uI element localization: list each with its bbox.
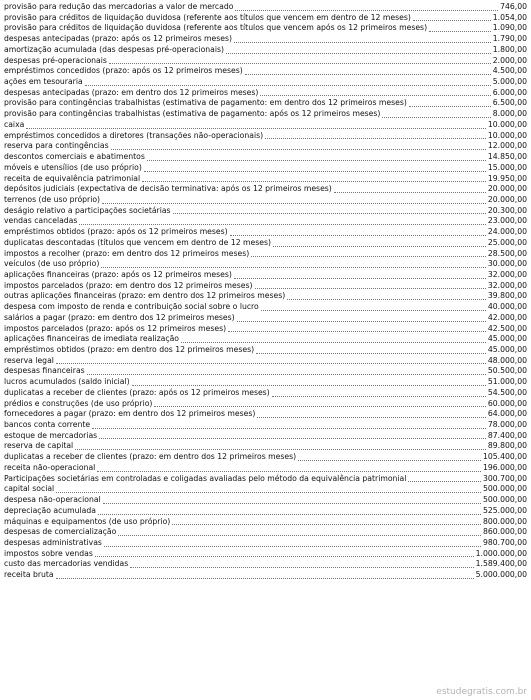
account-label: lucros acumulados (saldo inicial)	[4, 377, 130, 387]
account-value: 860.000,00	[482, 527, 527, 537]
dot-leader	[334, 191, 486, 193]
account-row	[4, 34, 527, 45]
account-value: 10.000,00	[487, 130, 527, 140]
account-row	[4, 517, 527, 528]
account-label: deságio relativo a participações societárias	[4, 205, 171, 215]
account-value: 48.000,00	[487, 355, 527, 365]
dot-leader	[79, 223, 485, 225]
account-row	[4, 291, 527, 302]
account-label: duplicatas descontadas (títulos que vencem em dentro de 12 meses)	[4, 237, 272, 247]
watermark: estudegratis.com.br	[436, 687, 527, 697]
account-row	[4, 131, 527, 142]
dot-leader	[234, 277, 486, 279]
dot-leader	[154, 405, 485, 407]
account-value: 6.000,00	[492, 87, 527, 97]
account-row	[4, 302, 527, 313]
dot-leader	[97, 470, 481, 472]
account-value: 78.000,00	[487, 420, 527, 430]
account-value: 1.800,00	[492, 44, 527, 54]
account-row	[4, 77, 527, 88]
account-value: 20.000,00	[487, 194, 527, 204]
dot-leader	[230, 234, 486, 236]
dot-leader	[237, 320, 486, 322]
account-label: provisão para contingências trabalhistas (estimativa de pagamento: após os 12 primeiros meses)	[4, 109, 381, 119]
dot-leader	[118, 534, 481, 536]
account-label: aplicações financeiras (prazo: após os 12 primeiros meses)	[4, 269, 232, 279]
dot-leader	[109, 62, 491, 64]
account-value: 196.000,00	[482, 462, 527, 472]
account-label: duplicatas a receber de clientes (prazo: após os 12 primeiros meses)	[4, 387, 270, 397]
account-value: 19.950,00	[487, 173, 527, 183]
account-row	[4, 238, 527, 249]
account-label: impostos parcelados (prazo: em dentro dos 12 primeiros meses)	[4, 280, 253, 290]
account-row	[4, 334, 527, 345]
dot-leader	[95, 555, 474, 557]
account-label: estoque de mercadorias	[4, 430, 98, 440]
account-row	[4, 484, 527, 495]
account-value: 42.000,00	[487, 312, 527, 322]
account-row	[4, 216, 527, 227]
account-label: empréstimos concedidos a diretores (transações não-operacionais)	[4, 130, 264, 140]
account-row	[4, 13, 527, 24]
account-value: 64.000,00	[487, 409, 527, 419]
dot-leader	[101, 266, 486, 268]
account-row	[4, 206, 527, 217]
dot-leader	[287, 298, 486, 300]
account-value: 2.000,00	[492, 55, 527, 65]
dot-leader	[235, 9, 498, 11]
account-label: prédios e construções (de uso próprio)	[4, 398, 153, 408]
dot-leader	[181, 341, 486, 343]
dot-leader	[261, 309, 486, 311]
dot-leader	[99, 437, 486, 439]
account-row	[4, 559, 527, 570]
account-value: 1.090,00	[492, 23, 527, 33]
account-value: 23.000,00	[487, 216, 527, 226]
dot-leader	[228, 330, 486, 332]
account-row	[4, 399, 527, 410]
account-row	[4, 420, 527, 431]
account-label: vendas canceladas	[4, 216, 78, 226]
account-label: despesas antecipadas (prazo: após os 12 primeiros meses)	[4, 34, 232, 44]
dot-leader	[56, 577, 474, 579]
account-label: impostos sobre vendas	[4, 548, 93, 558]
account-value: 40.000,00	[487, 302, 527, 312]
account-label: terrenos (de uso próprio)	[4, 194, 101, 204]
account-value: 10.000,00	[487, 119, 527, 129]
account-row	[4, 23, 527, 34]
account-label: impostos a recolher (prazo: em dentro dos 12 primeiros meses)	[4, 248, 250, 258]
account-row	[4, 324, 527, 335]
account-row	[4, 495, 527, 506]
account-value: 89.800,00	[487, 441, 527, 451]
account-label: provisão para redução das mercadorias a valor de mercado	[4, 2, 234, 11]
account-label: descontos comerciais e abatimentos	[4, 152, 145, 162]
account-value: 39.800,00	[487, 291, 527, 301]
dot-leader	[103, 502, 481, 504]
account-label: bancos conta corrente	[4, 420, 91, 430]
account-label: despesas financeiras	[4, 366, 85, 376]
dot-leader	[132, 384, 486, 386]
account-row	[4, 2, 527, 13]
account-value: 500.000,00	[482, 495, 527, 505]
dot-leader	[92, 427, 486, 429]
account-value: 800.000,00	[482, 516, 527, 526]
dot-leader	[75, 448, 486, 450]
account-value: 32.000,00	[487, 280, 527, 290]
account-label: despesa não-operacional	[4, 495, 101, 505]
account-value: 1.000.000,00	[475, 548, 527, 558]
account-value: 30.000,00	[487, 259, 527, 269]
account-value: 8.000,00	[492, 109, 527, 119]
account-row	[4, 270, 527, 281]
dot-leader	[298, 459, 481, 461]
account-value: 15.000,00	[487, 162, 527, 172]
account-label: caixa	[4, 119, 25, 129]
account-value: 4.500,00	[492, 66, 527, 76]
account-label: empréstimos concedidos (prazo: após os 12 primeiros meses)	[4, 66, 243, 76]
account-row	[4, 195, 527, 206]
account-label: impostos parcelados (prazo: após os 12 primeiros meses)	[4, 323, 227, 333]
account-list	[4, 2, 527, 581]
account-label: despesas de comercialização	[4, 527, 117, 537]
account-value: 60.000,00	[487, 398, 527, 408]
account-row	[4, 174, 527, 185]
dot-leader	[173, 212, 486, 214]
dot-leader	[56, 491, 481, 493]
account-row	[4, 120, 527, 131]
dot-leader	[98, 513, 481, 515]
account-label: despesa com imposto de renda e contribuição social sobre o lucro	[4, 302, 259, 312]
account-label: custo das mercadorias vendidas	[4, 559, 129, 569]
dot-leader	[130, 566, 473, 568]
dot-leader	[409, 105, 491, 107]
account-row	[4, 313, 527, 324]
account-label: duplicatas a receber de clientes (prazo: em dentro dos 12 primeiros meses)	[4, 452, 297, 462]
account-row	[4, 570, 527, 581]
account-row	[4, 56, 527, 67]
dot-leader	[382, 116, 490, 118]
account-label: aplicações financeiras de imediata realização	[4, 334, 180, 344]
account-row	[4, 259, 527, 270]
account-label: depósitos judiciais (expectativa de decisão terminativa: após os 12 primeiros meses)	[4, 184, 332, 194]
account-row	[4, 98, 527, 109]
dot-leader	[260, 94, 490, 96]
account-value: 42.500,00	[487, 323, 527, 333]
account-value: 25.000,00	[487, 237, 527, 247]
account-label: receita de equivalência patrimonial	[4, 173, 141, 183]
account-value: 28.500,00	[487, 248, 527, 258]
account-value: 51.000,00	[487, 377, 527, 387]
dot-leader	[245, 73, 491, 75]
dot-leader	[273, 245, 486, 247]
account-label: fornecedores a pagar (prazo: em dentro dos 12 primeiros meses)	[4, 409, 256, 419]
account-row	[4, 366, 527, 377]
account-row	[4, 45, 527, 56]
account-row	[4, 141, 527, 152]
account-value: 87.400,00	[487, 430, 527, 440]
account-label: veículos (de uso próprio)	[4, 259, 100, 269]
dot-leader	[56, 362, 486, 364]
dot-leader	[234, 41, 491, 43]
account-label: provisão para contingências trabalhistas (estimativa de pagamento: em dentro dos 12 primeiros meses)	[4, 98, 407, 108]
account-row	[4, 356, 527, 367]
account-label: reserva legal	[4, 355, 54, 365]
account-row	[4, 474, 527, 485]
dot-leader	[256, 352, 486, 354]
account-row	[4, 377, 527, 388]
dot-leader	[408, 480, 481, 482]
account-value: 5.000.000,00	[475, 570, 527, 580]
account-label: receita não-operacional	[4, 462, 96, 472]
account-value: 5.000,00	[492, 77, 527, 87]
account-row	[4, 184, 527, 195]
account-label: reserva de capital	[4, 441, 74, 451]
account-value: 105.400,00	[482, 452, 527, 462]
account-row	[4, 549, 527, 560]
dot-leader	[272, 395, 486, 397]
dot-leader	[251, 255, 486, 257]
account-row	[4, 227, 527, 238]
account-value: 54.500,00	[487, 387, 527, 397]
account-label: outras aplicações financeiras (prazo: em dentro dos 12 primeiros meses)	[4, 291, 286, 301]
dot-leader	[85, 84, 491, 86]
account-label: Participações societárias em controladas e coligadas avaliadas pelo método da equivalência patrimonial	[4, 473, 407, 483]
account-label: móveis e utensílios (de uso próprio)	[4, 162, 142, 172]
account-row	[4, 441, 527, 452]
account-label: capital social	[4, 484, 55, 494]
dot-leader	[413, 19, 491, 21]
dot-leader	[255, 287, 486, 289]
account-value: 1.054,00	[492, 12, 527, 22]
dot-leader	[26, 127, 486, 129]
account-value: 6.500,00	[492, 98, 527, 108]
account-label: empréstimos obtidos (prazo: após os 12 primeiros meses)	[4, 227, 228, 237]
account-label: despesas antecipadas (prazo: em dentro dos 12 primeiros meses)	[4, 87, 259, 97]
account-value: 746,00	[500, 2, 527, 11]
account-label: empréstimos obtidos (prazo: em dentro dos 12 primeiros meses)	[4, 345, 255, 354]
account-row	[4, 88, 527, 99]
account-label: ações em tesouraria	[4, 77, 83, 87]
account-label: máquinas e equipamentos (de uso próprio)	[4, 516, 171, 526]
dot-leader	[102, 202, 486, 204]
account-row	[4, 538, 527, 549]
account-value: 12.000,00	[487, 141, 527, 151]
account-label: salários a pagar (prazo: em dentro dos 12 primeiros meses)	[4, 312, 235, 322]
account-value: 14.850,00	[487, 152, 527, 162]
dot-leader	[147, 159, 486, 161]
dot-leader	[142, 180, 486, 182]
dot-leader	[265, 137, 486, 139]
account-value: 45.000,00	[487, 334, 527, 344]
account-row	[4, 281, 527, 292]
dot-leader	[257, 416, 485, 418]
dot-leader	[87, 373, 486, 375]
account-value: 980.700,00	[482, 537, 527, 547]
account-value: 525.000,00	[482, 505, 527, 515]
account-row	[4, 249, 527, 260]
dot-leader	[226, 52, 491, 54]
account-value: 20.300,00	[487, 205, 527, 215]
account-row	[4, 506, 527, 517]
account-value: 32.000,00	[487, 269, 527, 279]
account-row	[4, 152, 527, 163]
account-row	[4, 163, 527, 174]
account-label: depreciação acumulada	[4, 505, 96, 515]
account-label: provisão para créditos de liquidação duvidosa (referente aos títulos que vencem após os 12 primeiros meses)	[4, 23, 428, 33]
account-row	[4, 109, 527, 120]
account-row	[4, 527, 527, 538]
account-value: 50.500,00	[487, 366, 527, 376]
account-value: 1.790,00	[492, 34, 527, 44]
account-label: amortização acumulada (das despesas pré-operacionais)	[4, 44, 225, 54]
account-value: 500.000,00	[482, 484, 527, 494]
account-label: receita bruta	[4, 570, 54, 580]
account-row	[4, 345, 527, 356]
dot-leader	[429, 30, 491, 32]
dot-leader	[144, 170, 486, 172]
account-label: despesas pré-operacionais	[4, 55, 107, 65]
dot-leader	[104, 545, 481, 547]
account-row	[4, 409, 527, 420]
account-label: reserva para contingências	[4, 141, 109, 151]
account-label: provisão para créditos de liquidação duvidosa (referente aos títulos que vencem em dentro de 12 meses)	[4, 12, 411, 22]
account-value: 1.589.400,00	[475, 559, 527, 569]
account-row	[4, 431, 527, 442]
account-row	[4, 388, 527, 399]
account-value: 45.000,00	[487, 345, 527, 354]
account-row	[4, 463, 527, 474]
dot-leader	[111, 148, 486, 150]
dot-leader	[172, 523, 481, 525]
account-value: 300.700,00	[482, 473, 527, 483]
account-value: 24.000,00	[487, 227, 527, 237]
account-label: despesas administrativas	[4, 537, 102, 547]
account-value: 20.000,00	[487, 184, 527, 194]
account-row	[4, 66, 527, 77]
account-row	[4, 452, 527, 463]
